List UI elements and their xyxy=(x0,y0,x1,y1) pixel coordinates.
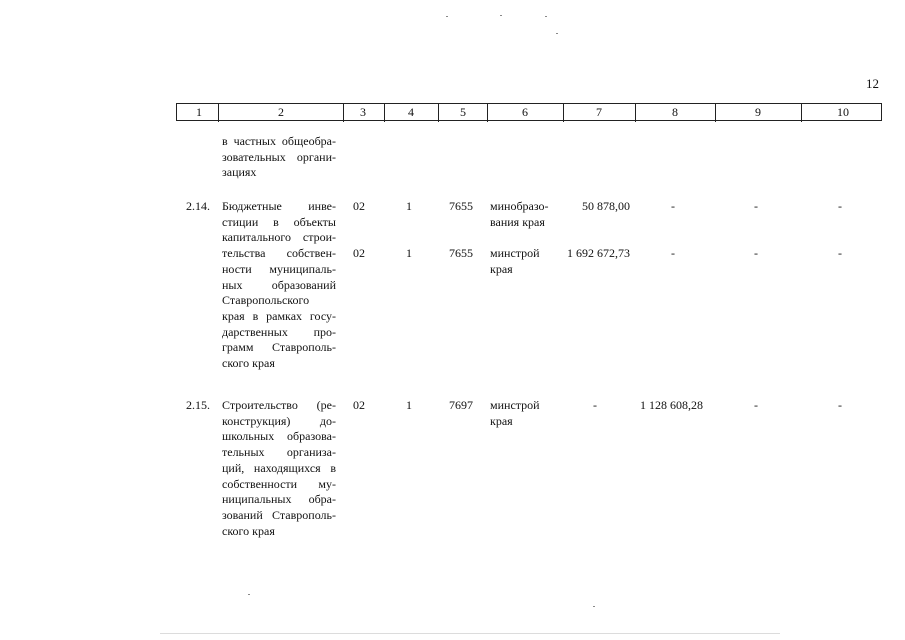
page-number: 12 xyxy=(866,76,879,91)
header-col-2: 2 xyxy=(278,105,284,119)
scan-speck xyxy=(545,16,547,17)
cell-col7: 50 878,00 xyxy=(582,199,630,213)
header-divider xyxy=(563,103,564,122)
desc-line: Бюджетные инве- xyxy=(222,199,336,213)
desc-line: Ставропольского xyxy=(222,293,310,308)
cell-col8: 1 128 608,28 xyxy=(640,398,703,412)
col6-line: минобразо- xyxy=(490,199,549,213)
cell-col10: - xyxy=(838,398,842,412)
desc-line: ского края xyxy=(222,356,275,371)
col6-line: вания края xyxy=(490,214,545,229)
header-col-1: 1 xyxy=(196,105,202,119)
header-divider xyxy=(635,103,636,122)
row-number: 2.14. xyxy=(186,199,210,213)
header-col-3: 3 xyxy=(360,105,366,119)
cell-col9: - xyxy=(754,398,758,412)
desc-line: тельных организа- xyxy=(222,445,336,460)
cell-col5: 7655 xyxy=(449,199,473,213)
header-col-5: 5 xyxy=(460,105,466,119)
desc-line: в частных общеобра- xyxy=(222,134,336,148)
cell-col4: 1 xyxy=(406,398,412,412)
cell-col3: 02 xyxy=(353,246,365,260)
cell-col5: 7697 xyxy=(449,398,473,412)
cell-col6 xyxy=(490,199,549,230)
header-divider xyxy=(487,103,488,122)
desc-line: школьных образова- xyxy=(222,429,336,444)
desc-line: зовательных органи- xyxy=(222,149,336,164)
cell-col7: 1 692 672,73 xyxy=(567,246,630,260)
desc-line: зований Ставрополь- xyxy=(222,507,336,522)
desc-line: Строительство (ре- xyxy=(222,398,336,412)
cell-col9: - xyxy=(754,199,758,213)
desc-line: ниципальных обра- xyxy=(222,492,336,507)
scan-speck xyxy=(248,594,250,595)
desc-line: тельства собствен- xyxy=(222,246,336,261)
table-header xyxy=(176,103,882,121)
col6-line: минстрой xyxy=(490,246,540,260)
row-description xyxy=(222,199,336,372)
continued-description xyxy=(222,134,336,181)
desc-line: капитального строи- xyxy=(222,230,336,245)
header-col-4: 4 xyxy=(408,105,414,119)
cell-col5: 7655 xyxy=(449,246,473,260)
header-col-8: 8 xyxy=(672,105,678,119)
row-number: 2.15. xyxy=(186,398,210,412)
cell-col6 xyxy=(490,246,540,277)
cell-col10: - xyxy=(838,246,842,260)
header-col-7: 7 xyxy=(596,105,602,119)
desc-line: края в рамках госу- xyxy=(222,308,336,323)
header-col-9: 9 xyxy=(755,105,761,119)
row-description xyxy=(222,398,336,539)
desc-line: ций, находящихся в xyxy=(222,460,336,475)
scan-speck xyxy=(446,16,448,17)
cell-col6 xyxy=(490,398,540,429)
cell-col4: 1 xyxy=(406,246,412,260)
cell-col7: - xyxy=(593,398,597,412)
scan-speck xyxy=(500,15,502,16)
desc-line: зациях xyxy=(222,165,257,180)
col6-line: края xyxy=(490,261,513,276)
col6-line: минстрой xyxy=(490,398,540,412)
cell-col10: - xyxy=(838,199,842,213)
desc-line: дарственных про- xyxy=(222,324,336,339)
header-col-10: 10 xyxy=(837,105,849,119)
header-col-6: 6 xyxy=(522,105,528,119)
desc-line: ных образований xyxy=(222,277,336,292)
desc-line: конструкция) до- xyxy=(222,413,336,428)
scan-edge-line xyxy=(160,633,780,634)
desc-line: грамм Ставрополь- xyxy=(222,340,336,355)
cell-col8: - xyxy=(671,246,675,260)
cell-col3: 02 xyxy=(353,398,365,412)
desc-line: ского края xyxy=(222,523,275,538)
cell-col8: - xyxy=(671,199,675,213)
cell-col4: 1 xyxy=(406,199,412,213)
cell-col3: 02 xyxy=(353,199,365,213)
header-divider xyxy=(343,103,344,122)
header-divider xyxy=(384,103,385,122)
scan-speck xyxy=(593,606,595,607)
header-divider xyxy=(218,103,219,122)
desc-line: ности муниципаль- xyxy=(222,261,336,276)
header-divider xyxy=(801,103,802,122)
desc-line: стиции в объекты xyxy=(222,214,336,229)
header-divider xyxy=(438,103,439,122)
desc-line: собственности му- xyxy=(222,476,336,491)
scan-speck xyxy=(556,33,558,34)
cell-col9: - xyxy=(754,246,758,260)
col6-line: края xyxy=(490,413,513,428)
header-divider xyxy=(715,103,716,122)
